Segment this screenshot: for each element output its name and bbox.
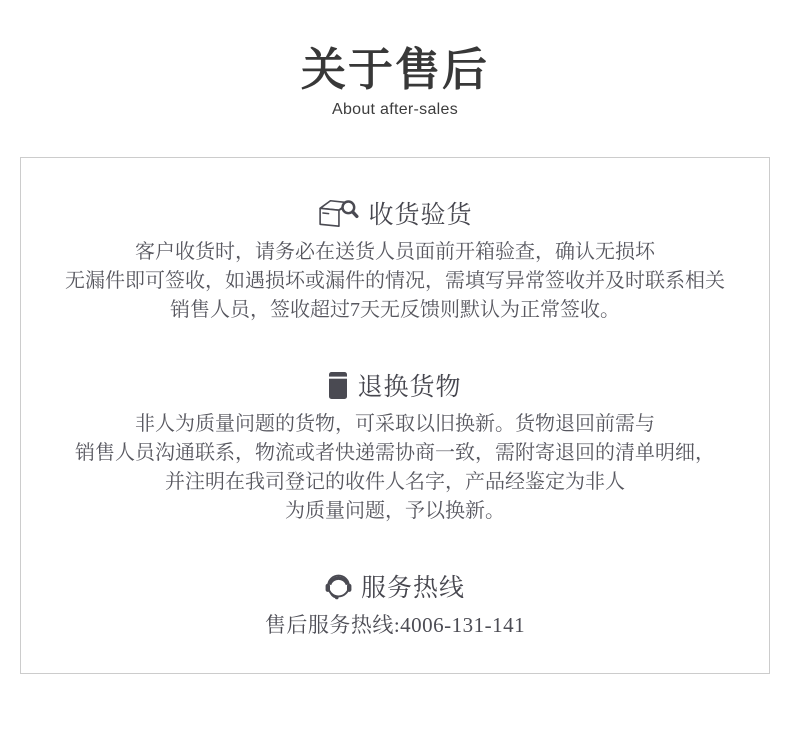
headset-icon	[325, 572, 352, 600]
body-line: 为质量问题，予以换新。	[285, 500, 505, 523]
section-body	[21, 410, 769, 526]
section-heading	[21, 370, 769, 400]
section-heading	[21, 571, 769, 601]
section-heading-label: 服务热线	[360, 575, 465, 603]
section-return-exchange	[21, 370, 769, 526]
section-heading-label: 收货验货	[368, 202, 473, 230]
body-line: 销售人员，签收超过7天无反馈则默认为正常签收。	[170, 299, 620, 322]
package-icon	[328, 371, 348, 400]
section-heading-label: 退换货物	[357, 374, 462, 402]
section-service-hotline	[21, 571, 769, 640]
body-line: 无漏件即可签收，如遇损坏或漏件的情况，需填写异常签收并及时联系相关	[65, 270, 725, 293]
page-subtitle: About after-sales	[331, 101, 459, 119]
body-line: 销售人员沟通联系，物流或者快递需协商一致，需附寄退回的清单明细，	[75, 442, 715, 465]
body-line: 并注明在我司登记的收件人名字，产品经鉴定为非人	[165, 471, 625, 494]
hotline-text: 售后服务热线:4006-131-141	[264, 613, 526, 638]
box-magnifier-icon	[317, 197, 359, 229]
page-title: 关于售后	[300, 44, 489, 95]
section-receiving-inspection	[21, 198, 769, 325]
section-heading	[21, 198, 769, 228]
section-body	[21, 238, 769, 325]
body-line: 客户收货时，请务必在送货人员面前开箱验查，确认无损坏	[135, 241, 655, 264]
body-line: 非人为质量问题的货物，可采取以旧换新。货物退回前需与	[135, 413, 655, 436]
after-sales-panel	[20, 157, 770, 674]
